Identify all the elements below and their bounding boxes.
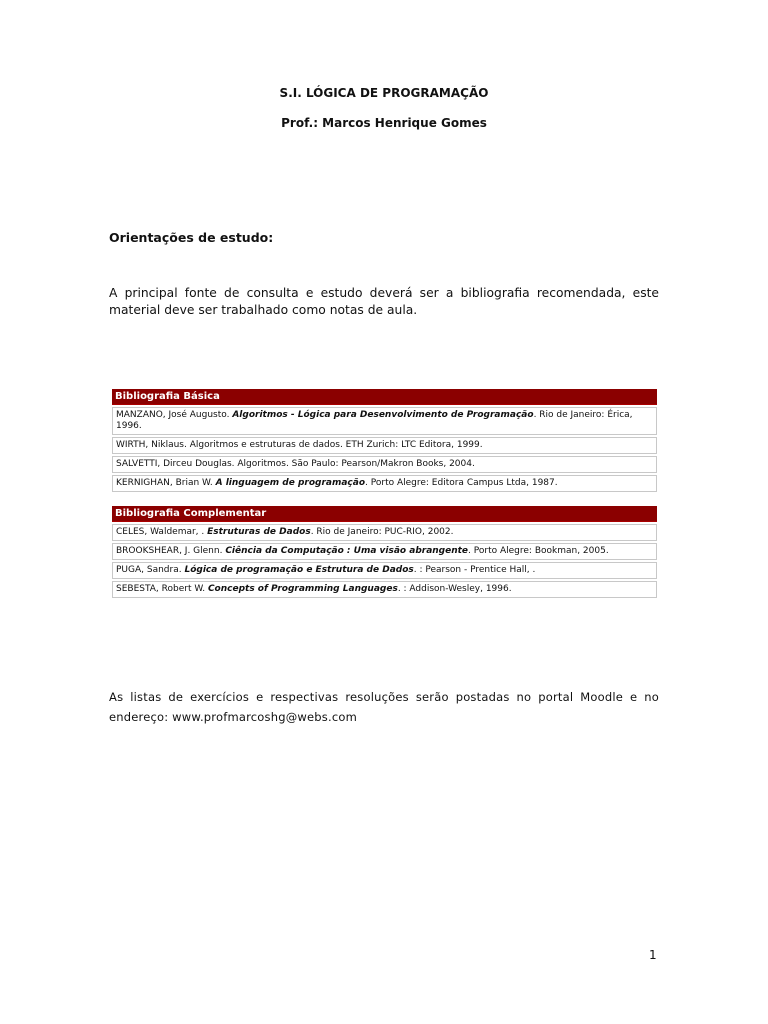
professor-name: Prof.: Marcos Henrique Gomes bbox=[281, 116, 487, 130]
complementary-bibliography-table bbox=[112, 506, 657, 598]
entry-title: Ciência da Computação : Uma visão abrangente bbox=[225, 546, 469, 556]
entry-publisher: . : Addison-Wesley, 1996. bbox=[397, 584, 512, 594]
entry-title: Concepts of Programming Languages bbox=[207, 584, 398, 594]
bibliography-entry bbox=[112, 562, 657, 579]
basic-bibliography-table bbox=[112, 389, 657, 492]
entry-author: WIRTH, Niklaus. Algoritmos e estruturas de dados. ETH Zurich: LTC Editora, 1999. bbox=[116, 440, 483, 450]
entry-author: BROOKSHEAR, J. Glenn. bbox=[116, 546, 226, 556]
bibliography-entry bbox=[112, 475, 657, 492]
study-guidance-paragraph: A principal fonte de consulta e estudo deverá ser a bibliografia recomendada, este material deve ser trabalhado como notas de aula. bbox=[109, 286, 659, 317]
bibliography-entry bbox=[112, 524, 657, 541]
entry-author: MANZANO, José Augusto. bbox=[116, 410, 233, 420]
entry-author: KERNIGHAN, Brian W. bbox=[116, 478, 216, 488]
study-guidance-heading: Orientações de estudo: bbox=[109, 230, 274, 245]
entry-author: SALVETTI, Dirceu Douglas. Algoritmos. São Paulo: Pearson/Makron Books, 2004. bbox=[116, 459, 475, 469]
entry-publisher: . : Pearson - Prentice Hall, . bbox=[413, 565, 536, 575]
exercises-note: As listas de exercícios e respectivas resoluções serão postadas no portal Moodle e no endereço: www.profmarcoshg@webs.com bbox=[109, 690, 659, 724]
bibliography-entry bbox=[112, 437, 657, 454]
bibliography-entry bbox=[112, 581, 657, 598]
entry-title: Lógica de programação e Estrutura de Dados bbox=[184, 565, 414, 575]
entry-title: Algoritmos - Lógica para Desenvolvimento de Programação bbox=[232, 410, 534, 420]
bibliography-entry bbox=[112, 543, 657, 560]
entry-publisher: . Porto Alegre: Bookman, 2005. bbox=[468, 546, 609, 556]
bibliography-entry bbox=[112, 407, 657, 435]
entry-publisher: . Rio de Janeiro: PUC-RIO, 2002. bbox=[310, 527, 454, 537]
entry-publisher: . Rio de Janeiro: Érica, 1996. bbox=[116, 410, 633, 431]
complementary-bibliography-header: Bibliografia Complementar bbox=[112, 506, 657, 522]
page-number: 1 bbox=[649, 948, 657, 962]
basic-bibliography-header: Bibliografia Básica bbox=[112, 389, 657, 405]
entry-author: SEBESTA, Robert W. bbox=[116, 584, 208, 594]
entry-publisher: . Porto Alegre: Editora Campus Ltda, 1987. bbox=[365, 478, 558, 488]
bibliography-entry bbox=[112, 456, 657, 473]
entry-author: PUGA, Sandra. bbox=[116, 565, 185, 575]
entry-author: CELES, Waldemar, . bbox=[116, 527, 208, 537]
entry-title: A linguagem de programação bbox=[215, 478, 366, 488]
document-title: S.I. LÓGICA DE PROGRAMAÇÃO bbox=[279, 86, 489, 100]
entry-title: Estruturas de Dados bbox=[207, 527, 311, 537]
